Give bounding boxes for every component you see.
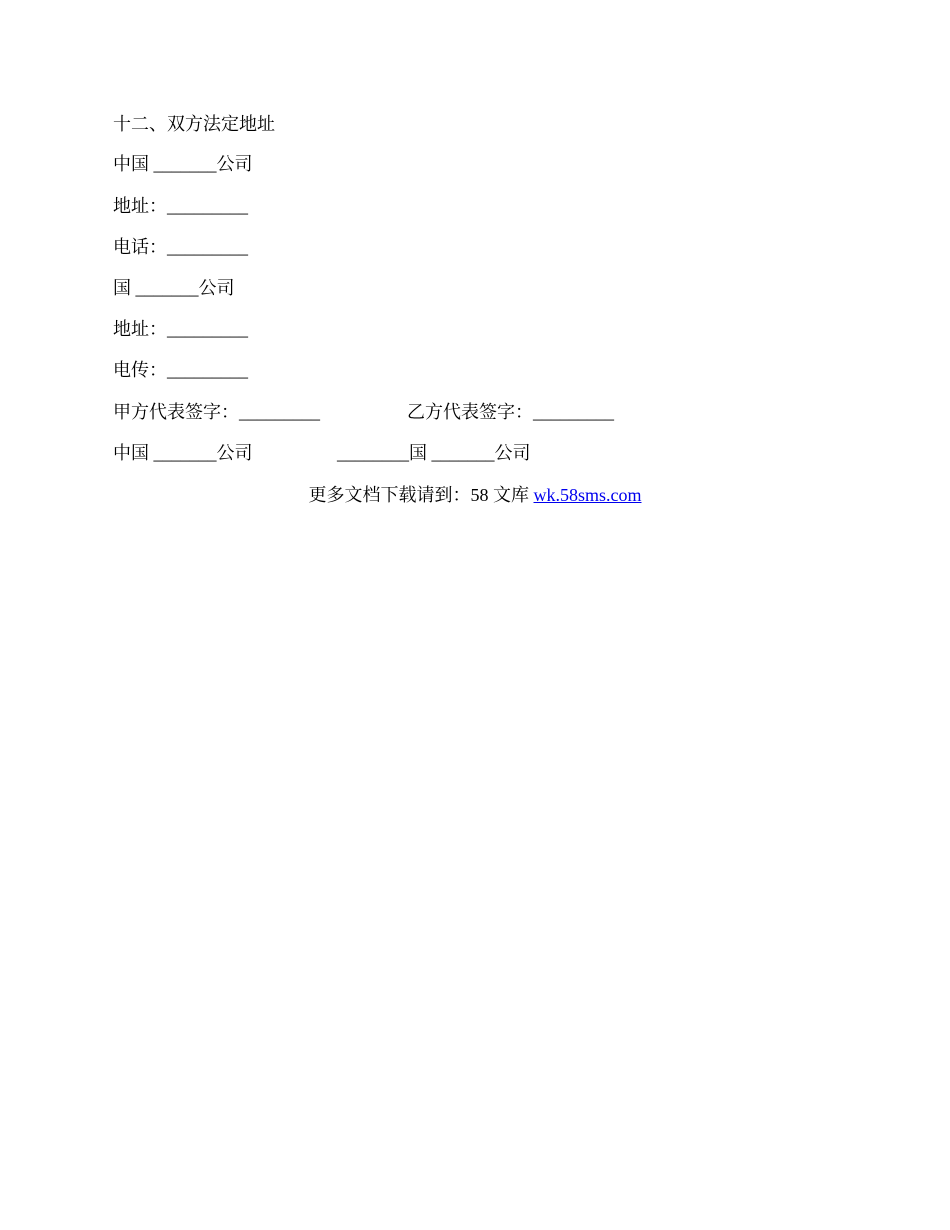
party-b-signature-company: ________国 _______公司 — [337, 443, 531, 463]
party-b-signature-label: 乙方代表签字：_________ — [407, 402, 614, 422]
party-a-address: 地址：_________ — [113, 196, 248, 216]
party-a-company: 中国 _______公司 — [113, 154, 253, 174]
party-a-phone: 电话：_________ — [113, 237, 248, 257]
footer-download-note — [0, 483, 950, 507]
footer-text: 更多文档下载请到：58 文库 — [308, 485, 534, 505]
party-a-signature-company: 中国 _______公司 — [113, 443, 253, 463]
section-title: 十二、双方法定地址 — [113, 114, 275, 134]
party-b-address: 地址：_________ — [113, 319, 248, 339]
footer-link[interactable]: wk.58sms.com — [533, 485, 642, 505]
party-b-company: 国 _______公司 — [113, 278, 235, 298]
party-b-fax: 电传：_________ — [113, 360, 248, 380]
party-a-signature-label: 甲方代表签字：_________ — [113, 402, 320, 422]
